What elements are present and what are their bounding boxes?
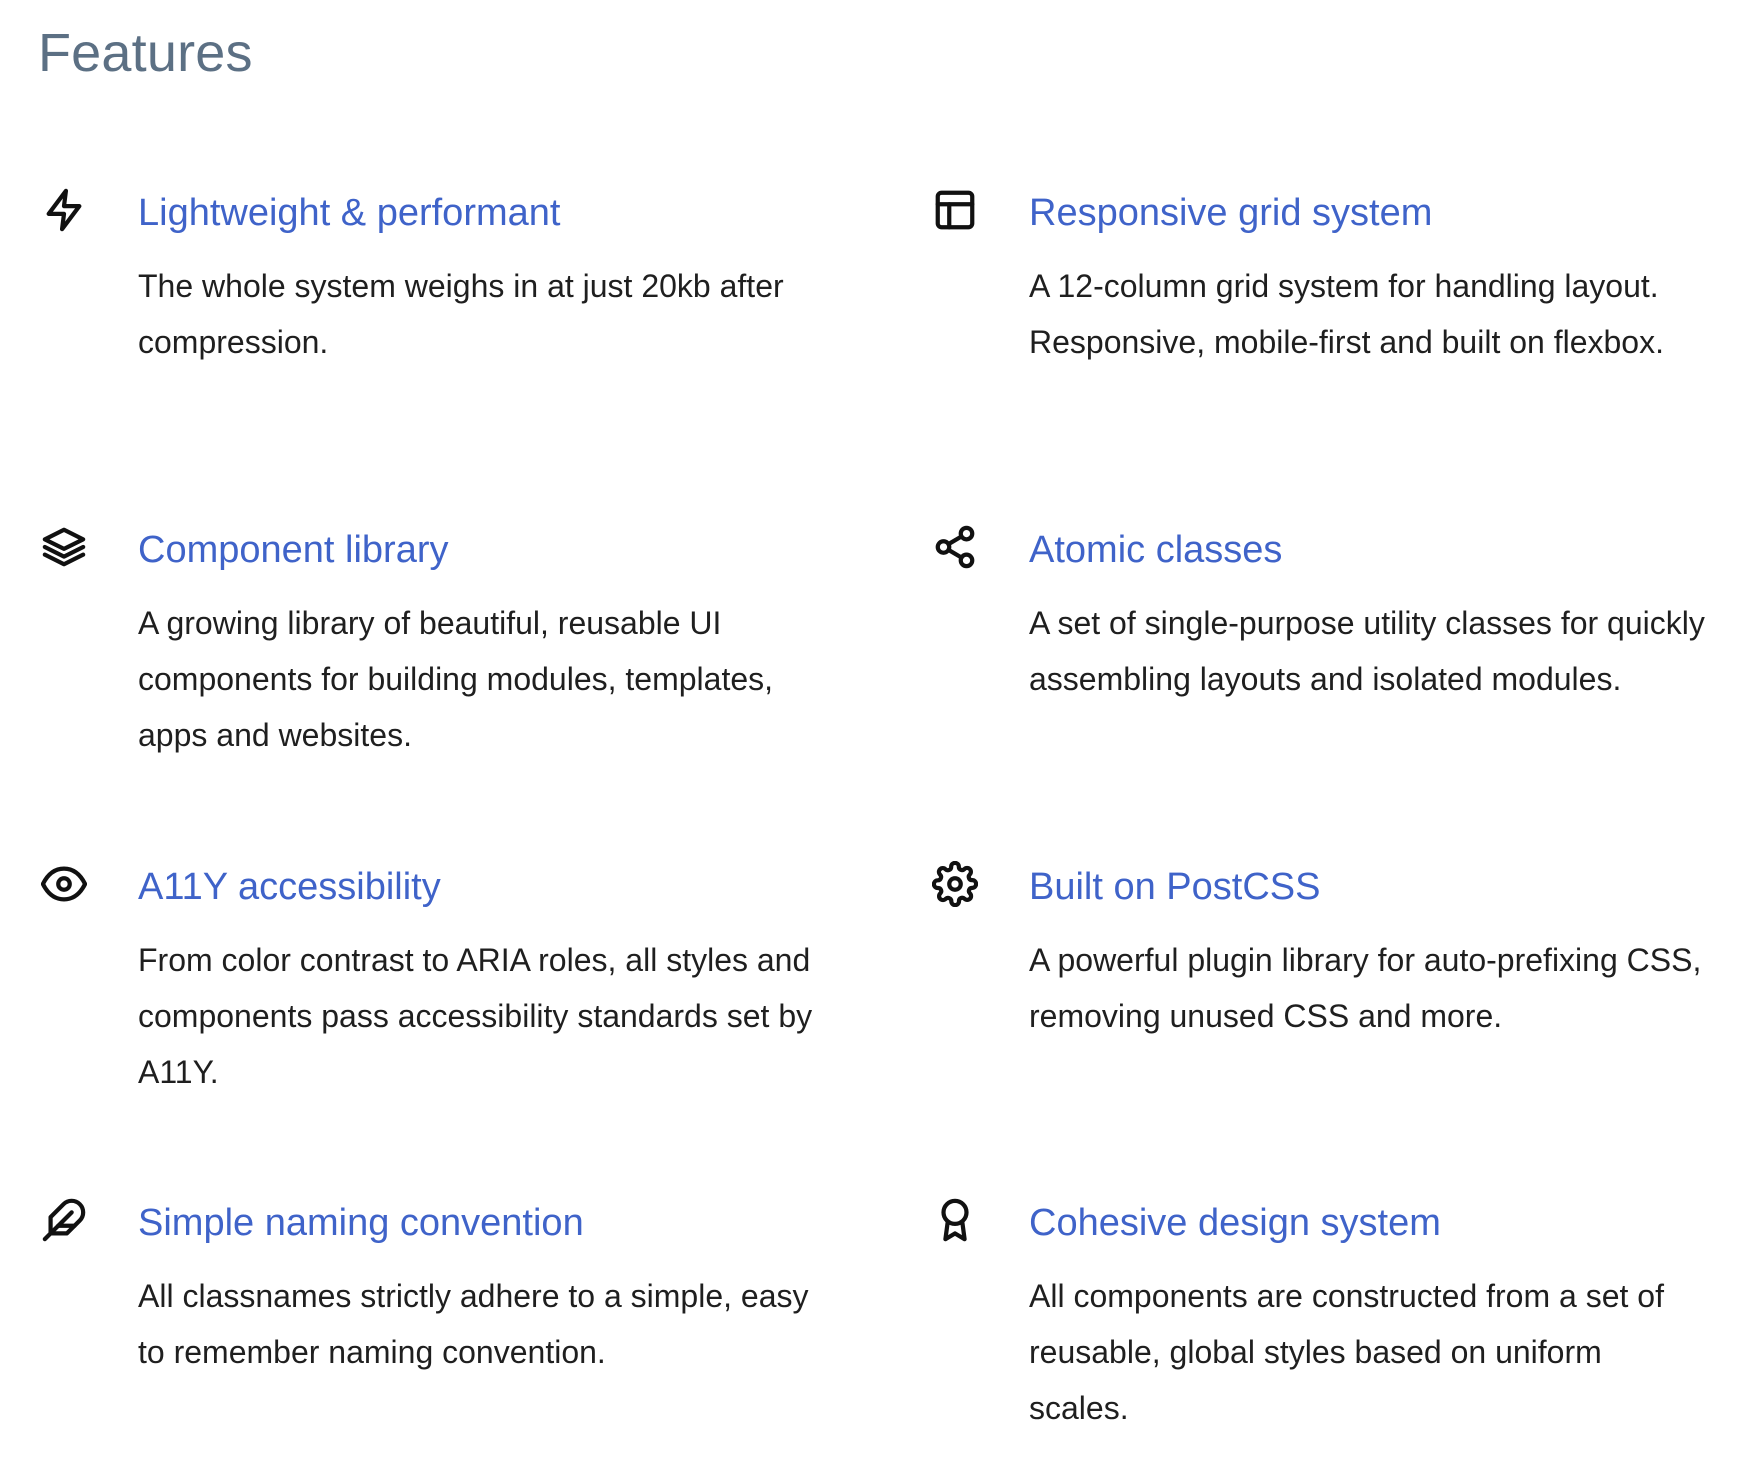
section-title: Features: [38, 23, 253, 83]
feature-description: All components are constructed from a set of reusable, global styles based on uniform scales.: [1029, 1278, 1664, 1426]
feature-description: All classnames strictly adhere to a simple, easy to remember naming convention.: [138, 1278, 809, 1370]
feature-title: Cohesive design system: [1029, 1202, 1441, 1244]
feature-title: Responsive grid system: [1029, 192, 1433, 234]
feature-description: A 12-column grid system for handling layout. Responsive, mobile-first and built on flexbox.: [1029, 268, 1664, 360]
share-icon: [931, 523, 979, 571]
layers-icon: [40, 523, 88, 571]
feature-description: A set of single-purpose utility classes for quickly assembling layouts and isolated modules.: [1029, 605, 1705, 697]
feature-title: A11Y accessibility: [138, 866, 441, 908]
eye-icon: [40, 860, 88, 908]
feature-description: From color contrast to ARIA roles, all styles and components pass accessibility standards set by A11Y.: [138, 942, 813, 1090]
feature-title: Built on PostCSS: [1029, 866, 1321, 908]
gear-icon: [931, 860, 979, 908]
feature-title: Atomic classes: [1029, 529, 1283, 571]
feather-icon: [40, 1196, 88, 1244]
feature-title: Component library: [138, 529, 449, 571]
feature-description: The whole system weighs in at just 20kb after compression.: [138, 268, 784, 360]
feature-title: Simple naming convention: [138, 1202, 584, 1244]
layout-icon: [931, 186, 979, 234]
feature-description: A powerful plugin library for auto-prefixing CSS, removing unused CSS and more.: [1029, 942, 1702, 1034]
lightning-icon: [40, 186, 88, 234]
feature-title: Lightweight & performant: [138, 192, 561, 234]
award-icon: [931, 1196, 979, 1244]
feature-description: A growing library of beautiful, reusable UI components for building modules, templates, apps and websites.: [138, 605, 774, 753]
